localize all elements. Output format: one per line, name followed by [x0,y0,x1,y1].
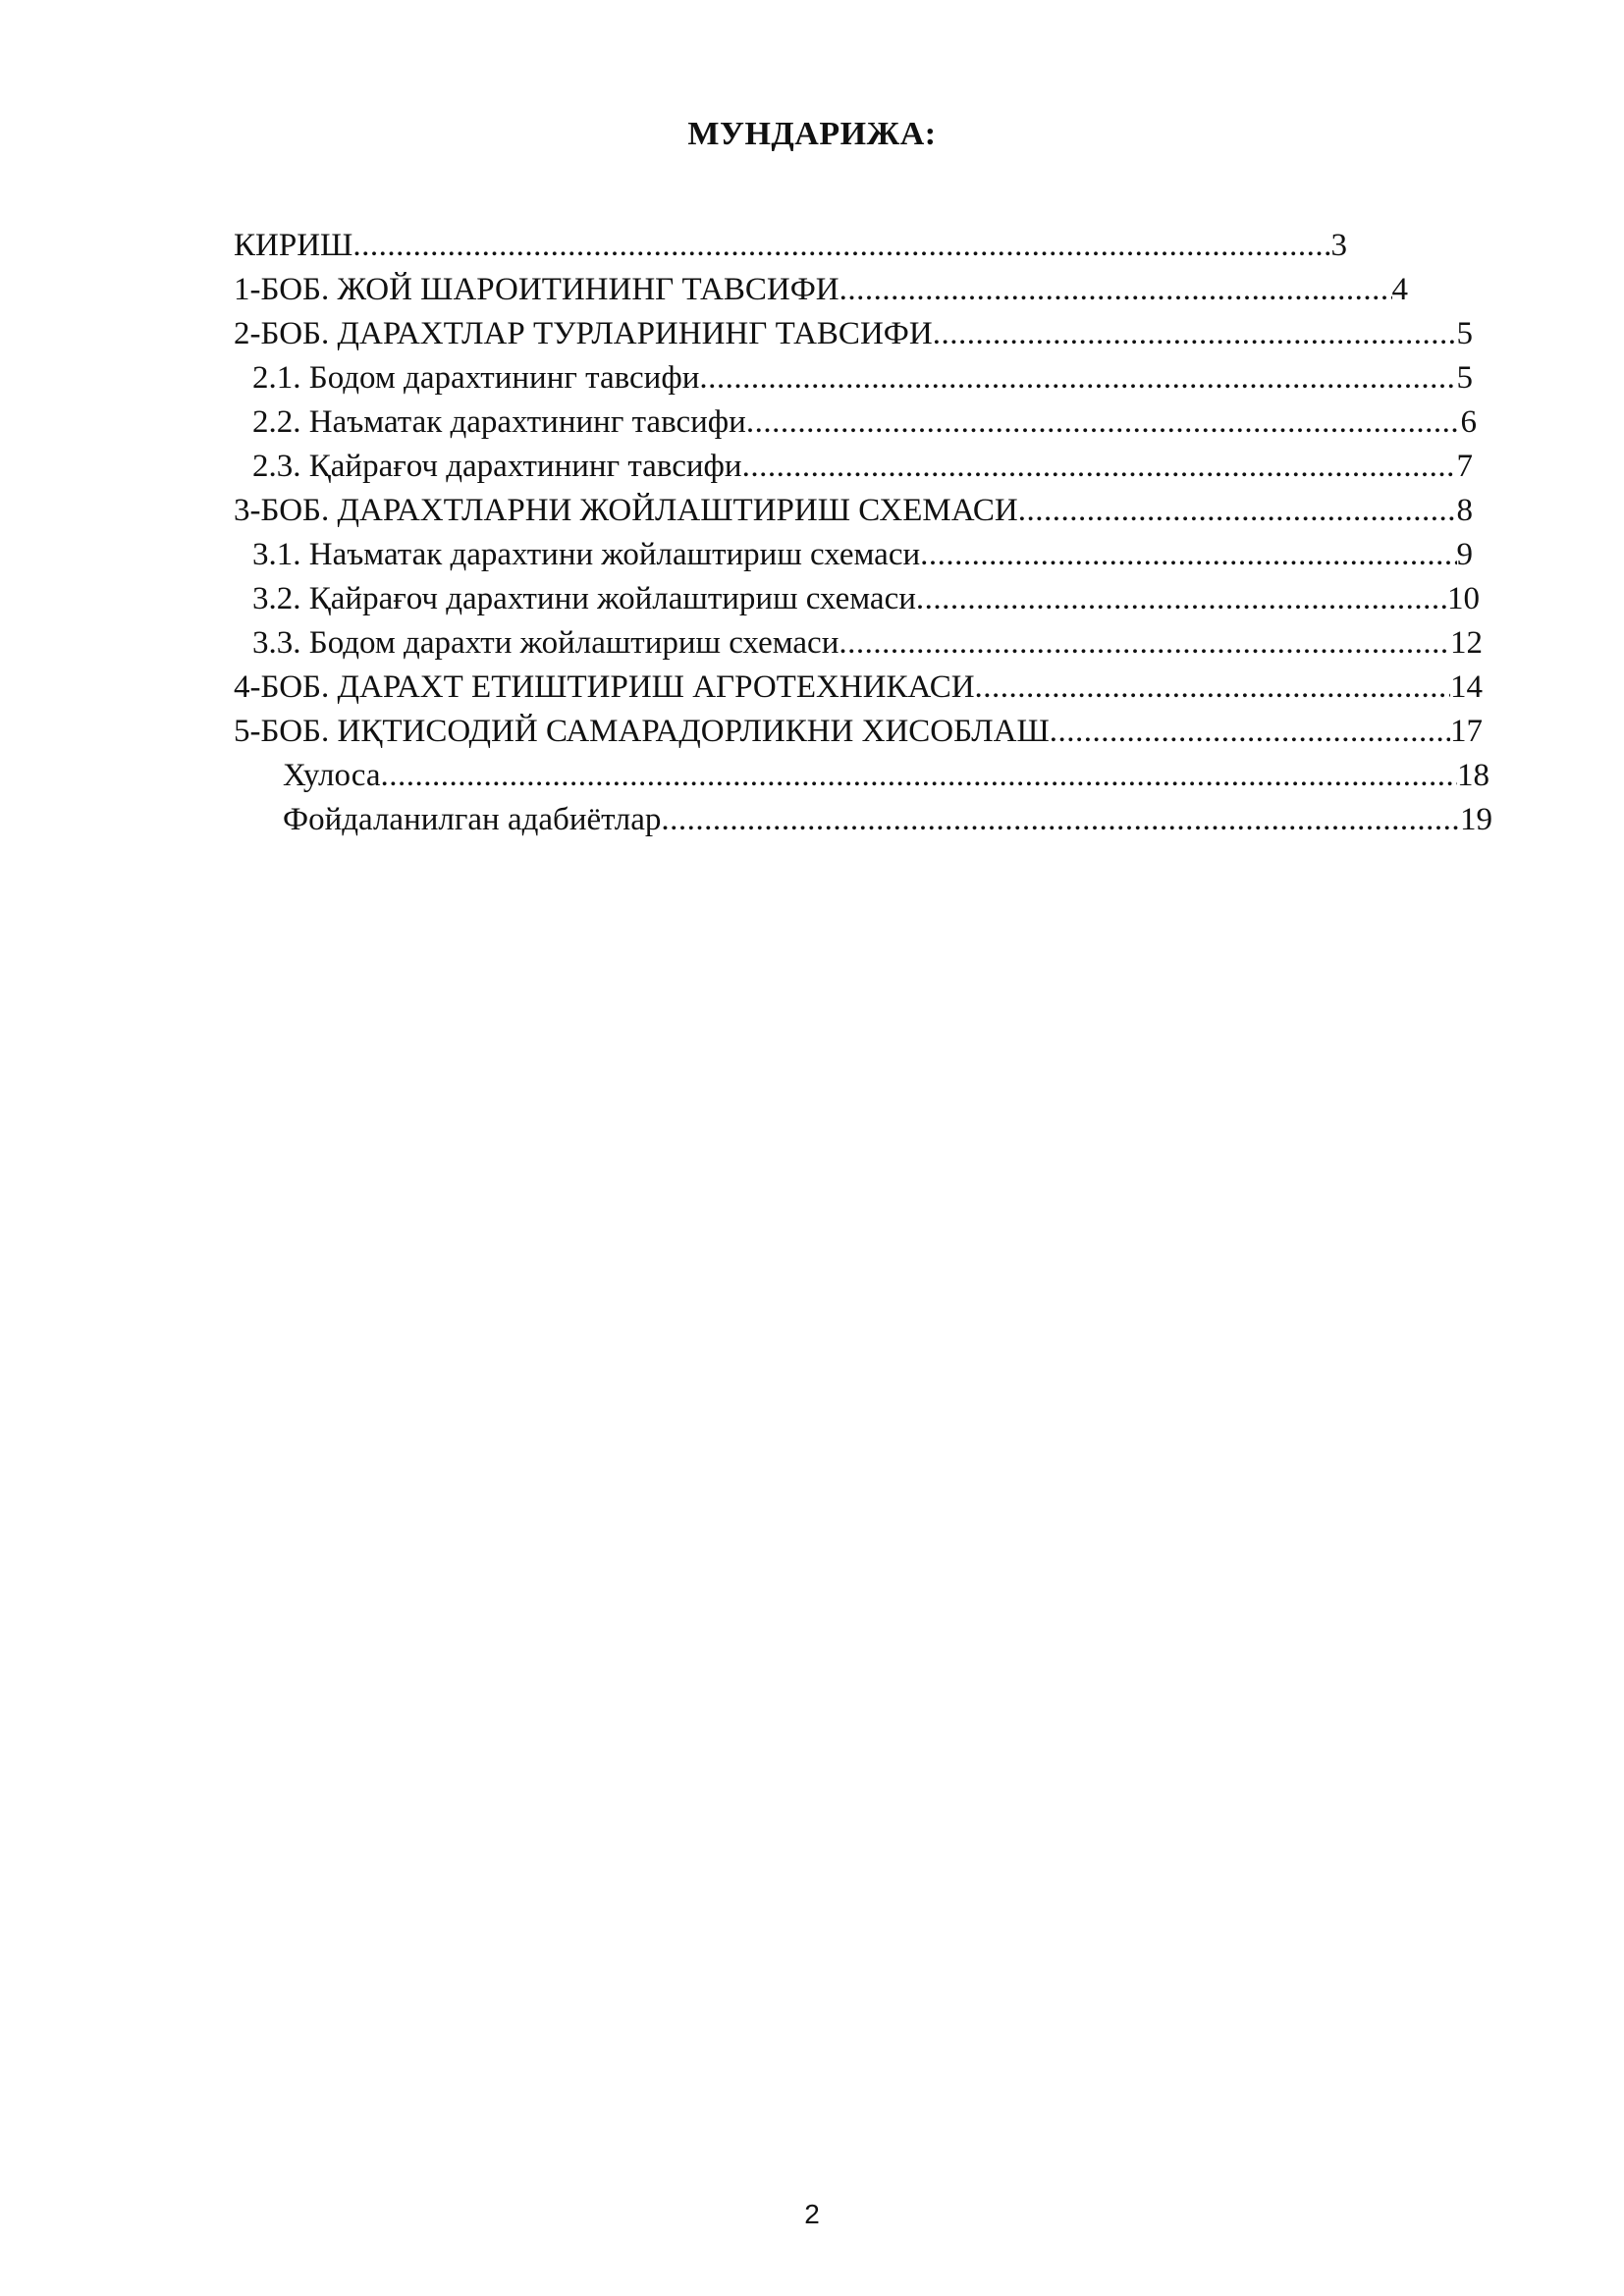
toc-entry-section-3-3[interactable] [252,621,1483,666]
toc-entry-page: 9 [1456,537,1473,572]
toc-leader-dots [699,356,1456,400]
toc-entry-references[interactable] [283,798,1492,842]
toc-entry-page: 5 [1456,316,1473,351]
toc-entry-chapter-3[interactable] [234,489,1473,533]
toc-entry-chapter-5[interactable] [234,710,1483,754]
toc-entry-label: 1-БОБ. ЖОЙ ШАРОИТИНИНГ ТАВСИФИ [234,272,839,307]
toc-entry-section-2-1[interactable] [252,356,1473,400]
toc-entry-conclusion[interactable] [283,754,1489,798]
toc-title: МУНДАРИЖА: [687,116,937,152]
toc-entry-page: 3 [1330,228,1347,263]
toc-entry-page: 5 [1456,360,1473,396]
toc-entry-label: 3.3. Бодом дарахти жойлаштириш схемаси [252,625,839,661]
toc-entry-label: 3.1. Наъматак дарахтини жойлаштириш схемаси [252,537,921,572]
toc-leader-dots [839,621,1450,666]
toc-leader-dots [975,666,1450,710]
toc-entry-page: 19 [1460,802,1492,837]
toc-entry-label: 3-БОБ. ДАРАХТЛАРНИ ЖОЙЛАШТИРИШ СХЕМАСИ [234,493,1018,528]
toc-entry-page: 7 [1456,449,1473,484]
toc-entry-page: 14 [1450,669,1483,705]
toc-entry-page: 17 [1450,714,1483,749]
toc-entry-chapter-4[interactable] [234,666,1483,710]
toc-leader-dots [933,312,1457,356]
toc-leader-dots [1018,489,1457,533]
toc-leader-dots [916,577,1447,621]
toc-entry-section-2-2[interactable] [252,400,1477,445]
toc-entry-page: 4 [1391,272,1408,307]
page-number: 2 [804,2199,820,2229]
toc-entry-page: 6 [1460,404,1477,440]
toc-entry-label: 3.2. Қайрағоч дарахтини жойлаштириш схемаси [252,581,916,616]
toc-entry-label: 5-БОБ. ИҚТИСОДИЙ САМАРАДОРЛИКНИ ХИСОБЛАШ [234,714,1050,749]
toc-entry-label: Фойдаланилган адабиётлар [283,802,662,837]
toc-entry-page: 18 [1457,758,1489,793]
toc-entry-page: 12 [1450,625,1483,661]
toc-entry-label: 2-БОБ. ДАРАХТЛАР ТУРЛАРИНИНГ ТАВСИФИ [234,316,933,351]
toc-leader-dots [1050,710,1450,754]
toc-leader-dots [742,445,1457,489]
toc-entry-label: КИРИШ [234,228,353,263]
toc-entry-label: 2.1. Бодом дарахтининг тавсифи [252,360,700,396]
toc-entry-chapter-2[interactable] [234,312,1473,356]
toc-entry-chapter-1[interactable] [234,268,1408,312]
toc-entry-section-3-2[interactable] [252,577,1480,621]
toc-leader-dots [746,400,1461,445]
toc-entry-label: 2.3. Қайрағоч дарахтининг тавсифи [252,449,742,484]
toc-leader-dots [920,533,1456,577]
toc-leader-dots [352,224,1330,268]
toc-entry-label: 4-БОБ. ДАРАХТ ЕТИШТИРИШ АГРОТЕХНИКАСИ [234,669,975,705]
toc-leader-dots [380,754,1457,798]
toc-entry-label: Хулоса [283,758,381,793]
toc-entry-page: 10 [1447,581,1480,616]
toc-entry-section-3-1[interactable] [252,533,1473,577]
toc-leader-dots [661,798,1460,842]
toc-entry-label: 2.2. Наъматак дарахтининг тавсифи [252,404,746,440]
toc-entry-section-2-3[interactable] [252,445,1473,489]
toc-entry-page: 8 [1456,493,1473,528]
toc-entry-introduction[interactable] [234,224,1347,268]
toc-leader-dots [839,268,1392,312]
table-of-contents [0,224,1624,842]
